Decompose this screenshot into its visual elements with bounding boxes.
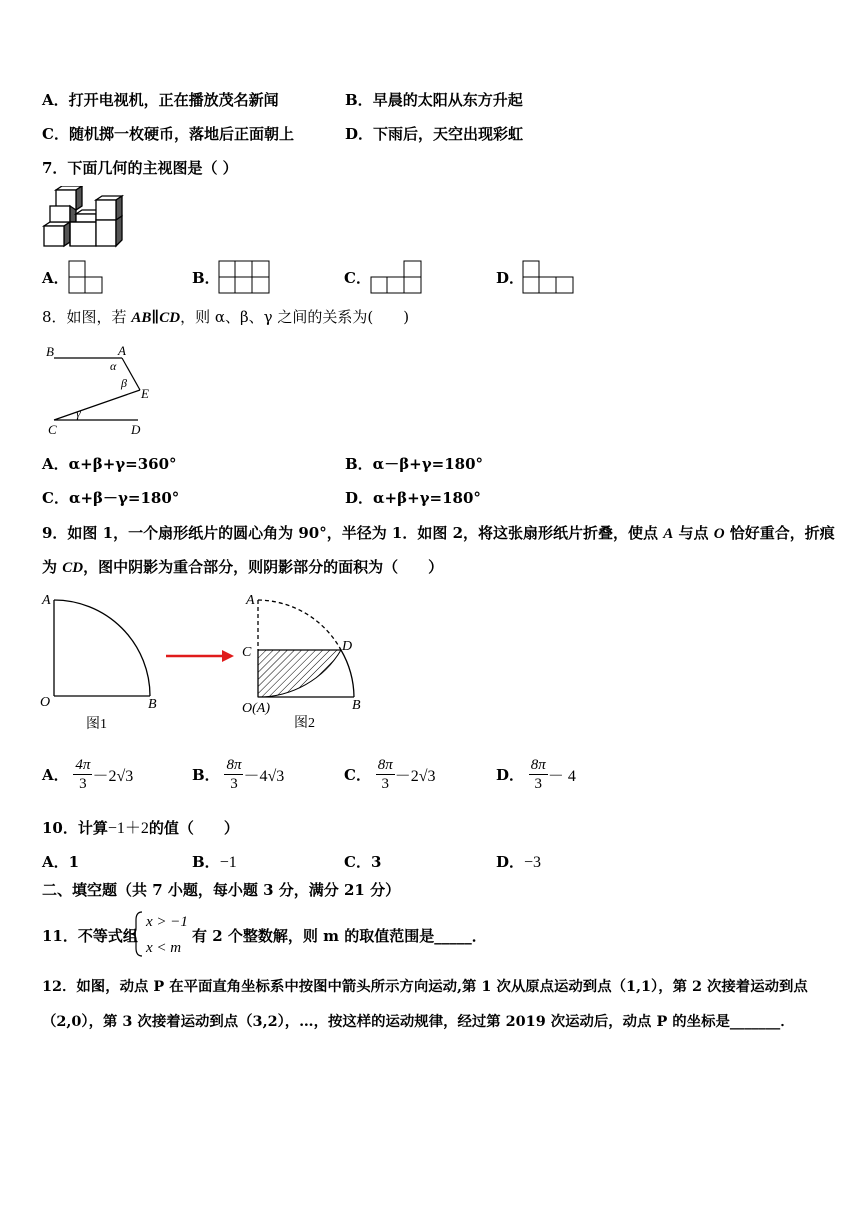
q8-figure [40, 340, 170, 440]
q9-option-c-num: 8π [377, 757, 393, 773]
q6-option-b-text: 早晨的太阳从东方升起 [372, 91, 523, 109]
q9-option-b-rest: －4√3 [243, 768, 285, 785]
q9-option-c-letter: C． [344, 766, 371, 784]
q9-line1-o: O [713, 526, 725, 542]
q9-option-a-fraction [73, 756, 92, 793]
q9-stem-line2 [42, 557, 443, 578]
q9-option-a-rest: －2√3 [92, 768, 134, 785]
q8-option-d: D．α+β+γ=180° [345, 489, 481, 507]
q9-fig1-label-o: O [40, 695, 51, 710]
q9-fig1-caption: 图1 [86, 717, 107, 732]
q9-stem-line1 [42, 523, 835, 544]
q6-option-b-letter: B． [345, 91, 373, 109]
q7-option-a-view [68, 260, 106, 296]
q8-stem-parallel: AB∥CD [131, 310, 181, 326]
q10-stem-expr: −1＋2 [107, 820, 149, 837]
q10-stem-post: 的值（ ） [148, 819, 239, 837]
q6-option-b [345, 90, 523, 110]
q6-option-c-letter: C． [42, 125, 69, 143]
q9-line2-cd: CD [62, 560, 84, 576]
q9-fig2-label-d: D [342, 639, 353, 654]
q6-option-d [345, 124, 523, 144]
q11-post: 有 2 个整数解，则 m 的取值范围是_____． [192, 927, 487, 945]
q8-label-e: E [141, 386, 149, 401]
q9-line1-post: 恰好重合，折痕 [724, 524, 835, 542]
q9-fig2-caption: 图2 [294, 716, 315, 731]
q10-option-b [192, 852, 237, 873]
q10-stem [42, 818, 239, 839]
q9-line2-pre: 为 [42, 558, 63, 576]
q12-line1: 12．如图，动点 P 在平面直角坐标系中按图中箭头所示方向运动,第 1 次从原点运动到点（1,1），第 2 次接着运动到点 [42, 978, 808, 995]
q7-option-b: B． [192, 269, 220, 287]
q9-line1-mid: 与点 [673, 524, 714, 542]
q7-option-d: D． [496, 269, 525, 287]
q9-option-d-rest: － 4 [547, 768, 576, 785]
q9-fig2-label-a: A [246, 593, 255, 608]
q8-option-b: B．α－β+γ=180° [345, 455, 484, 473]
q10-option-b-letter: B． [192, 853, 220, 871]
q8-stem-pre: 8．如图，若 [42, 308, 132, 326]
q6-option-c [42, 124, 294, 144]
q6-option-c-text: 随机掷一枚硬币，落地后正面朝上 [68, 125, 294, 143]
q9-figure-1 [34, 588, 174, 738]
q9-option-b [192, 756, 284, 793]
q8-label-alpha: α [110, 359, 117, 373]
q10-option-b-value: −1 [219, 854, 237, 871]
q9-fig2-label-c: C [242, 645, 252, 660]
q12-line2: （2,0），第 3 次接着运动到点（3,2），…，按这样的运动规律，经过第 2019 次运动后，动点 P 的坐标是_______． [42, 1013, 795, 1030]
section-2-heading: 二、填空题（共 7 小题，每小题 3 分，满分 21 分） [42, 881, 401, 899]
q8-stem-post: ，则 α、β、γ 之间的关系为( ) [180, 308, 410, 326]
q9-option-d-letter: D． [496, 766, 525, 784]
q8-label-b: B [46, 344, 54, 359]
q11-inequality-2: x < m [146, 940, 182, 956]
q9-fig1-label-b: B [148, 697, 157, 712]
q8-label-gamma: γ [76, 406, 81, 420]
q9-option-d-num: 8π [530, 757, 546, 773]
q6-option-d-text: 下雨后，天空出现彩虹 [373, 125, 524, 143]
q8-label-beta: β [121, 376, 127, 390]
q10-option-c: C．3 [344, 853, 382, 871]
q11-inequality-1: x > −1 [146, 914, 188, 930]
q11-pre: 11．不等式组 [42, 927, 138, 945]
q9-option-b-fraction [224, 756, 243, 793]
q6-option-a-text: 打开电视机，正在播放茂名新闻 [68, 91, 279, 109]
q9-option-a-den: 3 [79, 776, 87, 792]
q9-option-d-fraction [529, 756, 548, 793]
q8-option-c: C．α+β－γ=180° [42, 489, 180, 507]
q9-option-c-rest: －2√3 [394, 768, 436, 785]
q9-line1-pre: 9．如图 1，一个扇形纸片的圆心角为 90°，半径为 1．如图 2，将这张扇形纸片折叠，使点 [42, 524, 664, 542]
q9-option-a-letter: A． [42, 766, 69, 784]
q10-option-a: A．1 [42, 853, 80, 871]
q6-option-a [42, 90, 279, 110]
q10-option-d-letter: D． [496, 853, 525, 871]
q8-label-c: C [48, 422, 57, 437]
q9-option-c [344, 756, 436, 793]
q9-option-d-den: 3 [534, 776, 543, 792]
q7-option-b-view [218, 260, 272, 296]
q9-fig1-label-a: A [42, 593, 51, 608]
arrow-icon [164, 648, 236, 664]
q10-option-d [496, 852, 541, 873]
q8-stem [42, 307, 409, 328]
q7-cube-figure [40, 186, 132, 252]
q9-option-c-fraction [376, 756, 395, 793]
q9-option-d [496, 756, 576, 793]
q6-option-d-letter: D． [345, 125, 374, 143]
q7-option-c: C． [344, 269, 371, 287]
q10-stem-pre: 10．计算 [42, 819, 108, 837]
q9-option-c-den: 3 [381, 776, 389, 792]
q9-line1-a: A [663, 526, 674, 542]
q6-option-a-letter: A． [42, 91, 69, 109]
q9-option-b-num: 8π [226, 757, 242, 773]
q9-line2-post: ，图中阴影为重合部分，则阴影部分的面积为（ ） [83, 558, 444, 576]
q11-brace [130, 910, 144, 958]
q8-label-a: A [118, 343, 126, 358]
q9-option-b-den: 3 [230, 776, 238, 792]
q9-option-a-num: 4π [75, 757, 91, 773]
q8-option-a: A．α+β+γ=360° [42, 455, 177, 473]
q7-stem: 7．下面几何的主视图是（ ） [42, 159, 238, 177]
q7-option-d-view [522, 260, 576, 296]
q9-option-a [42, 756, 133, 793]
q9-fig2-label-b: B [352, 698, 361, 713]
q8-label-d: D [131, 422, 141, 437]
q9-option-b-letter: B． [192, 766, 220, 784]
q9-figure-2 [236, 588, 376, 738]
q9-fig2-label-oa: O(A) [242, 701, 270, 716]
q7-option-a: A． [42, 269, 69, 287]
q10-option-d-value: −3 [524, 854, 542, 871]
q7-option-c-view [370, 260, 424, 296]
